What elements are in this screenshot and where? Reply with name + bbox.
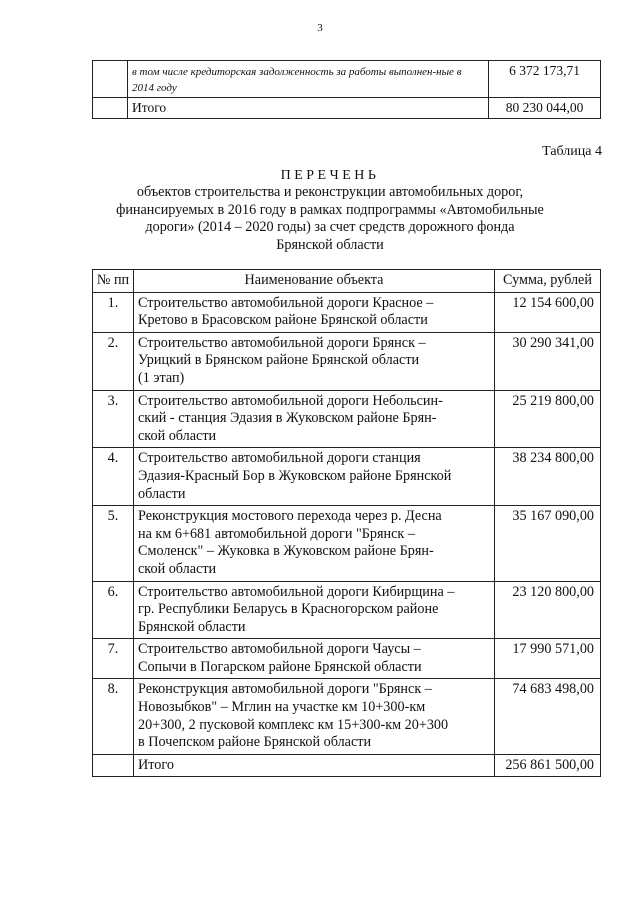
table-row [93, 332, 601, 390]
table-label: Таблица 4 [542, 144, 602, 159]
object-name-line: Новозыбков" – Мглин на участке км 10+300-км [138, 699, 426, 716]
object-name-line: в Почепском районе Брянской области [138, 734, 372, 751]
table-row [93, 448, 601, 506]
table-row [93, 506, 601, 581]
total-row [93, 754, 601, 777]
object-name-line: 20+300, 2 пусковой комплекс км 15+300-км 20+300 [138, 716, 449, 733]
object-name-line: Брянской области [138, 618, 246, 635]
object-name [134, 639, 495, 679]
object-name [134, 506, 495, 581]
header-sum: Сумма, рублей [495, 270, 601, 293]
object-name-line: области [138, 485, 186, 502]
table-row [93, 98, 601, 119]
row-number: 5. [93, 506, 134, 581]
top-summary-table [92, 60, 601, 119]
object-name-line: Сопычи в Погарском районе Брянской области [138, 658, 422, 675]
object-sum: 17 990 571,00 [495, 639, 601, 679]
row-number: 7. [93, 639, 134, 679]
document-subtitle [80, 184, 580, 254]
subtitle-line: объектов строительства и реконструкции автомобильных дорог, [136, 184, 524, 200]
object-name-line: на км 6+681 автомобильной дороги "Брянск – [138, 525, 415, 542]
row-number: 3. [93, 390, 134, 448]
object-sum: 38 234 800,00 [495, 448, 601, 506]
table-row [93, 61, 601, 98]
subtitle-line: финансируемых в 2016 году в рамках подпрограммы «Автомобильные [116, 201, 544, 218]
total-label: Итого [134, 754, 495, 777]
table-row [93, 679, 601, 754]
object-name-line: Реконструкция автомобильной дороги "Брянск – [138, 681, 432, 698]
table-row [93, 581, 601, 639]
subtitle-line: дороги» (2014 – 2020 годы) за счет средств дорожного фонда [145, 219, 515, 236]
object-sum: 12 154 600,00 [495, 292, 601, 332]
row-number: 4. [93, 448, 134, 506]
table-row [93, 639, 601, 679]
object-name-line: гр. Республики Беларусь в Красногорском районе [138, 601, 439, 618]
object-name-line: Строительство автомобильной дороги Брянск – [138, 334, 426, 351]
table-header-row [93, 270, 601, 293]
object-name [134, 390, 495, 448]
object-name-line: (1 этап) [138, 369, 185, 386]
document-title: ПЕРЕЧЕНЬ [280, 168, 380, 183]
header-num: № пп [93, 270, 134, 293]
object-name [134, 292, 495, 332]
object-name-line: ский - станция Эдазия в Жуковском районе Брян- [138, 410, 437, 427]
row-number: 2. [93, 332, 134, 390]
total-sum: 256 861 500,00 [495, 754, 601, 777]
object-name-line: Строительство автомобильной дороги станция [138, 450, 421, 467]
table-body [93, 292, 601, 754]
object-name [134, 581, 495, 639]
table-row [93, 390, 601, 448]
object-sum: 23 120 800,00 [495, 581, 601, 639]
object-name-line: Строительство автомобильной дороги Чаусы – [138, 641, 421, 658]
row-number: 6. [93, 581, 134, 639]
object-name-line: ской области [138, 427, 217, 444]
object-name-line: Кретово в Брасовском районе Брянской области [138, 312, 428, 329]
row-text: Итого [128, 98, 489, 119]
object-name [134, 448, 495, 506]
object-name [134, 332, 495, 390]
object-name-line: Смоленск" – Жуковка в Жуковском районе Брян- [138, 543, 434, 560]
object-name-line: ской области [138, 560, 217, 577]
object-sum: 74 683 498,00 [495, 679, 601, 754]
object-sum: 25 219 800,00 [495, 390, 601, 448]
row-text: в том числе кредиторская задолженность за работы выполнен-ные в 2014 году [132, 66, 462, 94]
object-name-line: Строительство автомобильной дороги Небольсин- [138, 392, 443, 409]
page-number: 3 [317, 22, 323, 34]
header-name: Наименование объекта [134, 270, 495, 293]
subtitle-line: Брянской области [276, 236, 384, 253]
row-amount: 80 230 044,00 [489, 98, 601, 119]
object-name-line: Строительство автомобильной дороги Кибирщина – [138, 583, 455, 600]
object-name-line: Строительство автомобильной дороги Красное – [138, 294, 434, 311]
object-name-line: Эдазия-Красный Бор в Жуковском районе Брянской [138, 467, 452, 484]
table-row [93, 292, 601, 332]
row-number: 8. [93, 679, 134, 754]
objects-table [92, 269, 601, 777]
object-sum: 30 290 341,00 [495, 332, 601, 390]
object-name-line: Урицкий в Брянском районе Брянской области [138, 352, 420, 369]
object-name [134, 679, 495, 754]
object-sum: 35 167 090,00 [495, 506, 601, 581]
row-amount: 6 372 173,71 [489, 61, 601, 98]
row-number: 1. [93, 292, 134, 332]
object-name-line: Реконструкция мостового перехода через р. Десна [138, 508, 442, 525]
